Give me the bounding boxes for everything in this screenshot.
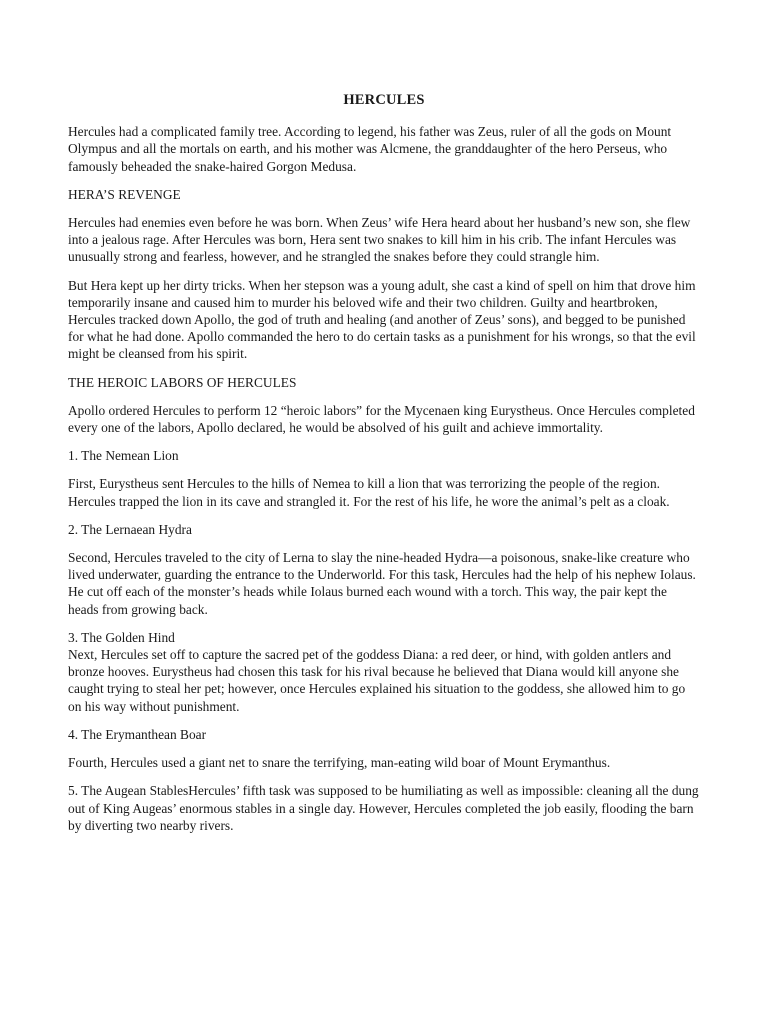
document-page <box>68 92 700 845</box>
document-title: HERCULES <box>343 92 425 108</box>
labor-paragraph: Next, Hercules set off to capture the sacred pet of the goddess Diana: a red deer, or hind, with golden antlers and bronze hooves. Eurystheus had chosen this task for his rival because he believed that Diana would kill anyone she caught trying to steal her pet; however, once Hercules explained his situation to the goddess, she allowed him to go on his way without punishment. <box>68 647 686 714</box>
labor-label-lernaean-hydra: 2. The Lernaean Hydra <box>68 521 192 537</box>
labor-paragraph: Second, Hercules traveled to the city of Lerna to slay the nine-headed Hydra—a poisonous, snake-like creature who lived underwater, guarding the entrance to the Underworld. For this task, Hercules had the help of his nephew Iolaus. He cut off each of the monster’s heads while Iolaus burned each wound with a torch. This way, the pair kept the heads from growing back. <box>68 550 696 617</box>
labor-paragraph-augean-stables: 5. The Augean StablesHercules’ fifth task was supposed to be humiliating as well as impossible: cleaning all the dung out of King Augeas’ enormous stables in a single day. However, Hercules completed the job easily, flooding the barn by diverting two nearby rivers. <box>68 783 699 833</box>
labor-label-erymanthean-boar: 4. The Erymanthean Boar <box>68 726 207 742</box>
intro-paragraph: Hercules had a complicated family tree. According to legend, his father was Zeus, ruler of all the gods on Mount Olympus and all the mortals on earth, and his mother was Alcmene, the granddaughter of the hero Perseus, who famously beheaded the snake-haired Gorgon Medusa. <box>68 124 672 174</box>
paragraph: But Hera kept up her dirty tricks. When her stepson was a young adult, she cast a kind of spell on him that drove him temporarily insane and caused him to murder his beloved wife and their two children. Guilty and heartbroken, Hercules tracked down Apollo, the god of truth and healing (and another of Zeus’ sons), and begged to be punished for what he had done. Apollo commanded the hero to do certain tasks as a punishment for his wrongs, so that the evil might be cleansed from his spirit. <box>68 277 696 362</box>
labor-label-nemean-lion: 1. The Nemean Lion <box>68 448 179 464</box>
paragraph: Hercules had enemies even before he was born. When Zeus’ wife Hera heard about her husband’s new son, she flew into a jealous rage. After Hercules was born, Hera sent two snakes to kill him in his crib. The infant Hercules was unusually strong and fearless, however, and he strangled the snakes before they could strangle him. <box>68 215 691 265</box>
labor-paragraph: First, Eurystheus sent Hercules to the hills of Nemea to kill a lion that was terrorizing the people of the region. Hercules trapped the lion in its cave and strangled it. For the rest of his life, he wore the animal’s pelt as a cloak. <box>68 476 670 509</box>
labor-paragraph: Fourth, Hercules used a giant net to snare the terrifying, man-eating wild boar of Mount Erymanthus. <box>68 755 611 771</box>
section-heading-heras-revenge: HERA’S REVENGE <box>68 186 181 202</box>
paragraph: Apollo ordered Hercules to perform 12 “heroic labors” for the Mycenaen king Eurystheus. Once Hercules completed every one of the labors, Apollo declared, he would be absolved of his guilt and achieve immortality. <box>68 402 695 436</box>
section-heading-heroic-labors: THE HEROIC LABORS OF HERCULES <box>68 374 297 390</box>
labor-label-golden-hind: 3. The Golden Hind <box>68 629 175 645</box>
